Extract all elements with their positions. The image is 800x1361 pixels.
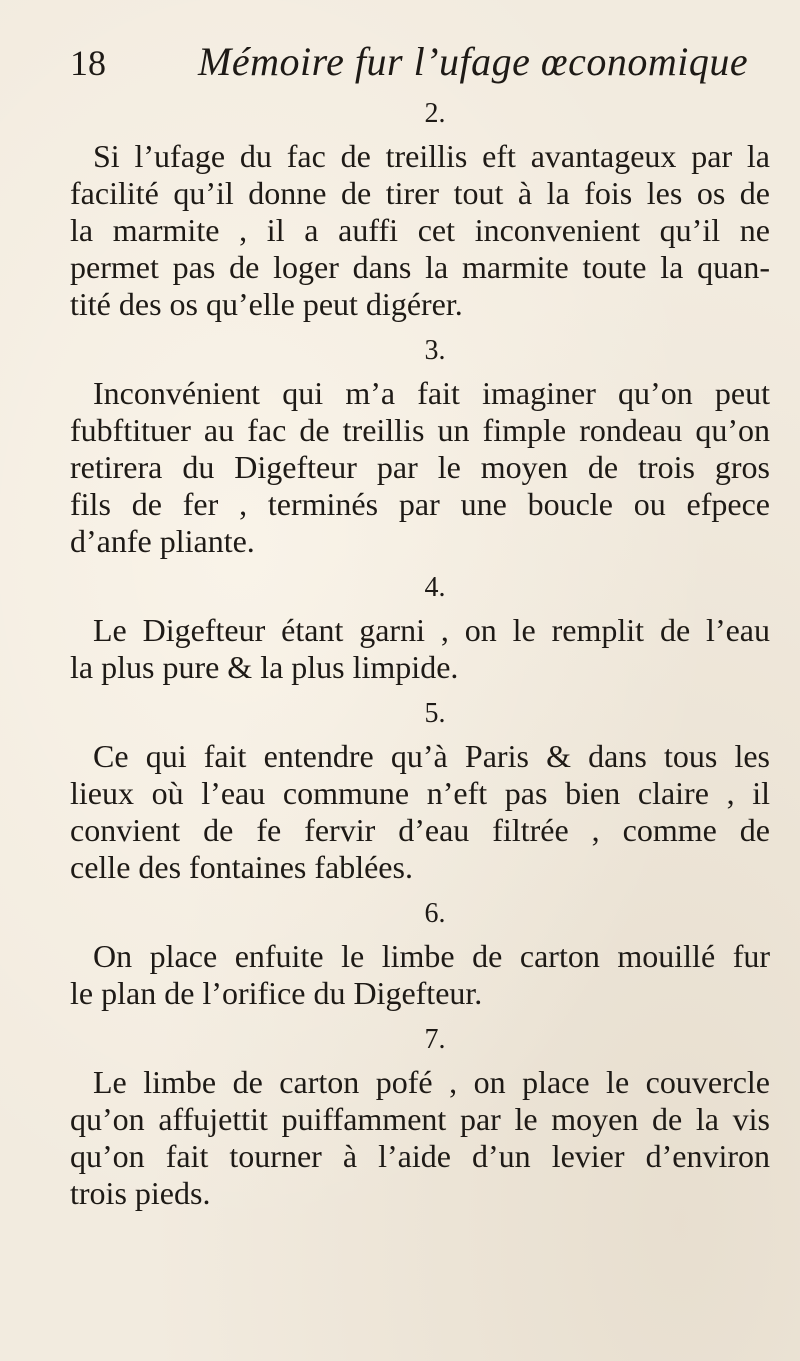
text-line: fubftituer au fac de treillis un fimple rondeau qu’on — [70, 412, 770, 448]
paragraph — [70, 1064, 770, 1212]
running-title: Mémoire fur l’ufage œconomique — [198, 39, 749, 84]
text-line: la plus pure & la plus limpide. — [70, 649, 459, 685]
paragraph — [70, 375, 770, 560]
text-line: Le limbe de carton pofé , on place le couvercle — [93, 1064, 770, 1100]
section-number: 6. — [424, 898, 446, 929]
text-line: la marmite , il a auffi cet inconvenient qu’il ne — [70, 212, 770, 248]
paragraph — [70, 138, 770, 323]
text-line: qu’on fait tourner à l’aide d’un levier d’environ — [70, 1138, 770, 1174]
text-line: lieux où l’eau commune n’eft pas bien claire , il — [70, 775, 770, 811]
text-line: On place enfuite le limbe de carton mouillé fur — [93, 938, 770, 974]
text-line: retirera du Digefteur par le moyen de trois gros — [70, 449, 770, 485]
section-3 — [70, 333, 770, 560]
text-line: Ce qui fait entendre qu’à Paris & dans tous les — [93, 738, 770, 774]
paragraph — [70, 612, 770, 686]
section-4 — [70, 570, 770, 686]
text-line: Inconvénient qui m’a fait imaginer qu’on peut — [93, 375, 770, 411]
section-number: 5. — [424, 698, 446, 729]
text-line: Si l’ufage du fac de treillis eft avantageux par la — [93, 138, 770, 174]
text-line: qu’on affujettit puiffamment par le moyen de la vis — [70, 1101, 770, 1137]
page-number: 18 — [70, 43, 106, 83]
text-line: permet pas de loger dans la marmite toute la quan- — [70, 249, 770, 285]
text-line: Le Digefteur étant garni , on le remplit de l’eau — [93, 612, 770, 648]
text-line: d’anfe pliante. — [70, 523, 255, 559]
page-header — [70, 38, 749, 94]
section-number: 3. — [424, 335, 446, 366]
section-7 — [70, 1022, 770, 1212]
section-2 — [70, 96, 770, 323]
paragraph — [70, 938, 770, 1012]
paragraph — [70, 738, 770, 886]
text-line: trois pieds. — [70, 1175, 211, 1211]
text-line: fils de fer , terminés par une boucle ou efpece — [70, 486, 770, 522]
section-number: 2. — [424, 98, 446, 129]
page-body — [70, 96, 770, 1212]
text-line: celle des fontaines fablées. — [70, 849, 413, 885]
text-line: convient de fe fervir d’eau filtrée , comme de — [70, 812, 770, 848]
section-6 — [70, 896, 770, 1012]
section-number: 7. — [424, 1024, 446, 1055]
text-line: tité des os qu’elle peut digérer. — [70, 286, 463, 322]
section-5 — [70, 696, 770, 886]
section-number: 4. — [424, 572, 446, 603]
text-line: facilité qu’il donne de tirer tout à la fois les os de — [70, 175, 770, 211]
text-line: le plan de l’orifice du Digefteur. — [70, 975, 483, 1011]
